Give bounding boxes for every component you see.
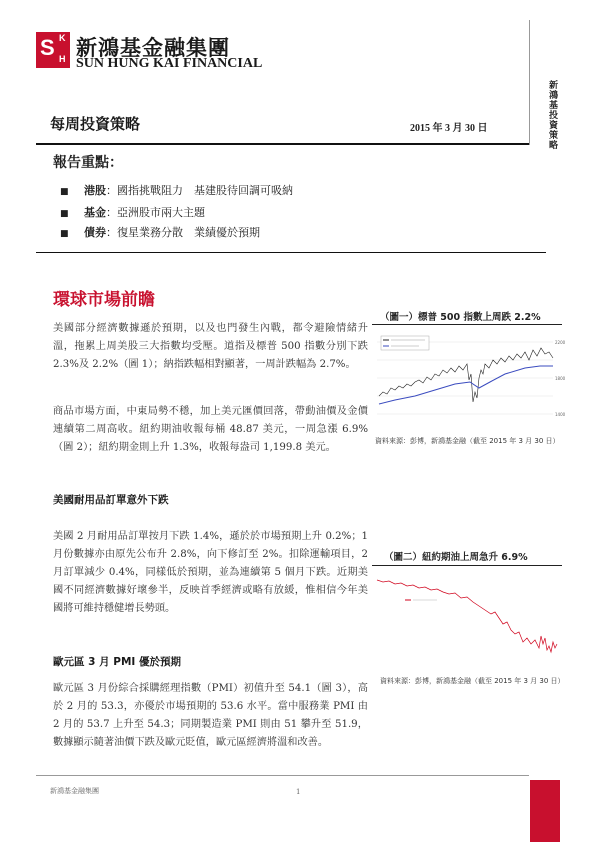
- highlight-label: 基金: [84, 206, 106, 219]
- svg-text:2200: 2200: [555, 340, 566, 345]
- sidebar-label: 新鴻基投資策略: [547, 80, 557, 150]
- highlight-item-funds: [60, 204, 205, 220]
- highlight-text: ：亞洲股市兩大主題: [106, 206, 205, 219]
- highlight-text: ：復星業務分散 業績優於預期: [106, 226, 260, 239]
- paragraph-commodities: 商品市場方面，中東局勢不穩，加上美元匯價回落，帶動油價及金價連續第二周高收。紐約期油收報每桶 48.87 美元，一周急漲 6.9%（圖 2）；紐約期金則上升 1.3%，收報每盎司 1,199.8 美元。: [53, 406, 368, 453]
- highlight-text: ：國指挑戰阻力 基建股待回調可吸納: [106, 184, 293, 197]
- highlights-title: 報告重點：: [53, 155, 123, 171]
- figure2-chart: [375, 572, 562, 668]
- footer-company: 新鴻基金融集團: [50, 787, 99, 795]
- chart-legend: [381, 336, 429, 350]
- highlight-item-hk-stocks: [60, 182, 293, 198]
- brand-name-english: SUN HUNG KAI FINANCIAL: [76, 56, 263, 71]
- figure1-source: 資料來源：彭博，新鴻基金融（截至 2015 年 3 月 30 日）: [375, 437, 560, 445]
- figure1-chart: [375, 330, 566, 430]
- paragraph-durable-goods: 美國 2 月耐用品訂單按月下跌 1.4%，遜於於市場預期上升 0.2%；1 月份數據亦由原先公布升 2.8%，向下修訂至 2%。扣除運輸項目，2 月訂單減少 0.4%，同樣低於預期，並為連續第 5 個月下跌。近期美國不同經濟數據好壞參半，反映首季經濟或略有放緩，惟相信今年美國將可維持穩健增長勢頭。: [53, 531, 368, 614]
- report-title: 每周投資策略: [50, 115, 141, 133]
- brand-name-chinese: 新鴻基金融集團: [76, 36, 230, 60]
- section-rule: [36, 252, 546, 253]
- figure1-title: （圖一）標普 500 指數上周跌 2.2%: [380, 312, 541, 323]
- svg-text:1400: 1400: [555, 412, 566, 417]
- figure2-source: 資料來源：彭博，新鴻基金融（截至 2015 年 3 月 30 日）: [380, 677, 565, 685]
- report-date: 2015 年 3 月 30 日: [410, 123, 488, 134]
- footer-rule: [36, 775, 529, 776]
- company-logo: [36, 32, 70, 68]
- logo-letter-k: K: [59, 33, 66, 43]
- highlight-label: 債券: [84, 226, 106, 239]
- subheading-durable-goods: 美國耐用品訂單意外下跌: [53, 494, 169, 506]
- svg-text:1800: 1800: [555, 376, 566, 381]
- figure1-rule: [372, 324, 562, 325]
- paragraph-eurozone-pmi: 歐元區 3 月份綜合採購經理指數（PMI）初值升至 54.1（圖 3），高於 2 月的 53.3，亦優於市場預期的 53.6 水平。當中服務業 PMI 由 2 月的 53.7 上升至 54.3；同期製造業 PMI 則由 51 攀升至 51.9，數據顯示隨著油價下跌及歐元貶值，歐元區經濟將溫和改善。: [53, 683, 368, 748]
- bullet-icon: ■: [60, 209, 69, 219]
- logo-letter-h: H: [59, 54, 66, 64]
- bullet-icon: ■: [60, 229, 69, 239]
- footer-brand-block: [530, 780, 560, 842]
- section-title: 環球市場前瞻: [53, 290, 155, 310]
- figure2-rule: [372, 565, 562, 566]
- highlight-item-bonds: [60, 224, 260, 240]
- subheading-eurozone-pmi: 歐元區 3 月 PMI 優於預期: [53, 656, 181, 668]
- header-rule: [36, 143, 529, 145]
- highlight-label: 港股: [84, 184, 106, 197]
- logo-letter-s: S: [40, 35, 55, 60]
- figure2-title: （圖二）紐約期油上周急升 6.9%: [384, 552, 528, 563]
- bullet-icon: ■: [60, 187, 69, 197]
- paragraph-us-stocks: 美國部分經濟數據遜於預期，以及也門發生內戰，都令避險情緒升溫，拖累上周美股三大指數均受壓。道指及標普 500 指數分別下跌 2.3%及 2.2%（圖 1）；納指跌幅相對顯著，一周計跌幅為 2.7%。: [53, 323, 368, 370]
- page-number: 1: [296, 788, 301, 796]
- sidebar-divider: [529, 20, 530, 145]
